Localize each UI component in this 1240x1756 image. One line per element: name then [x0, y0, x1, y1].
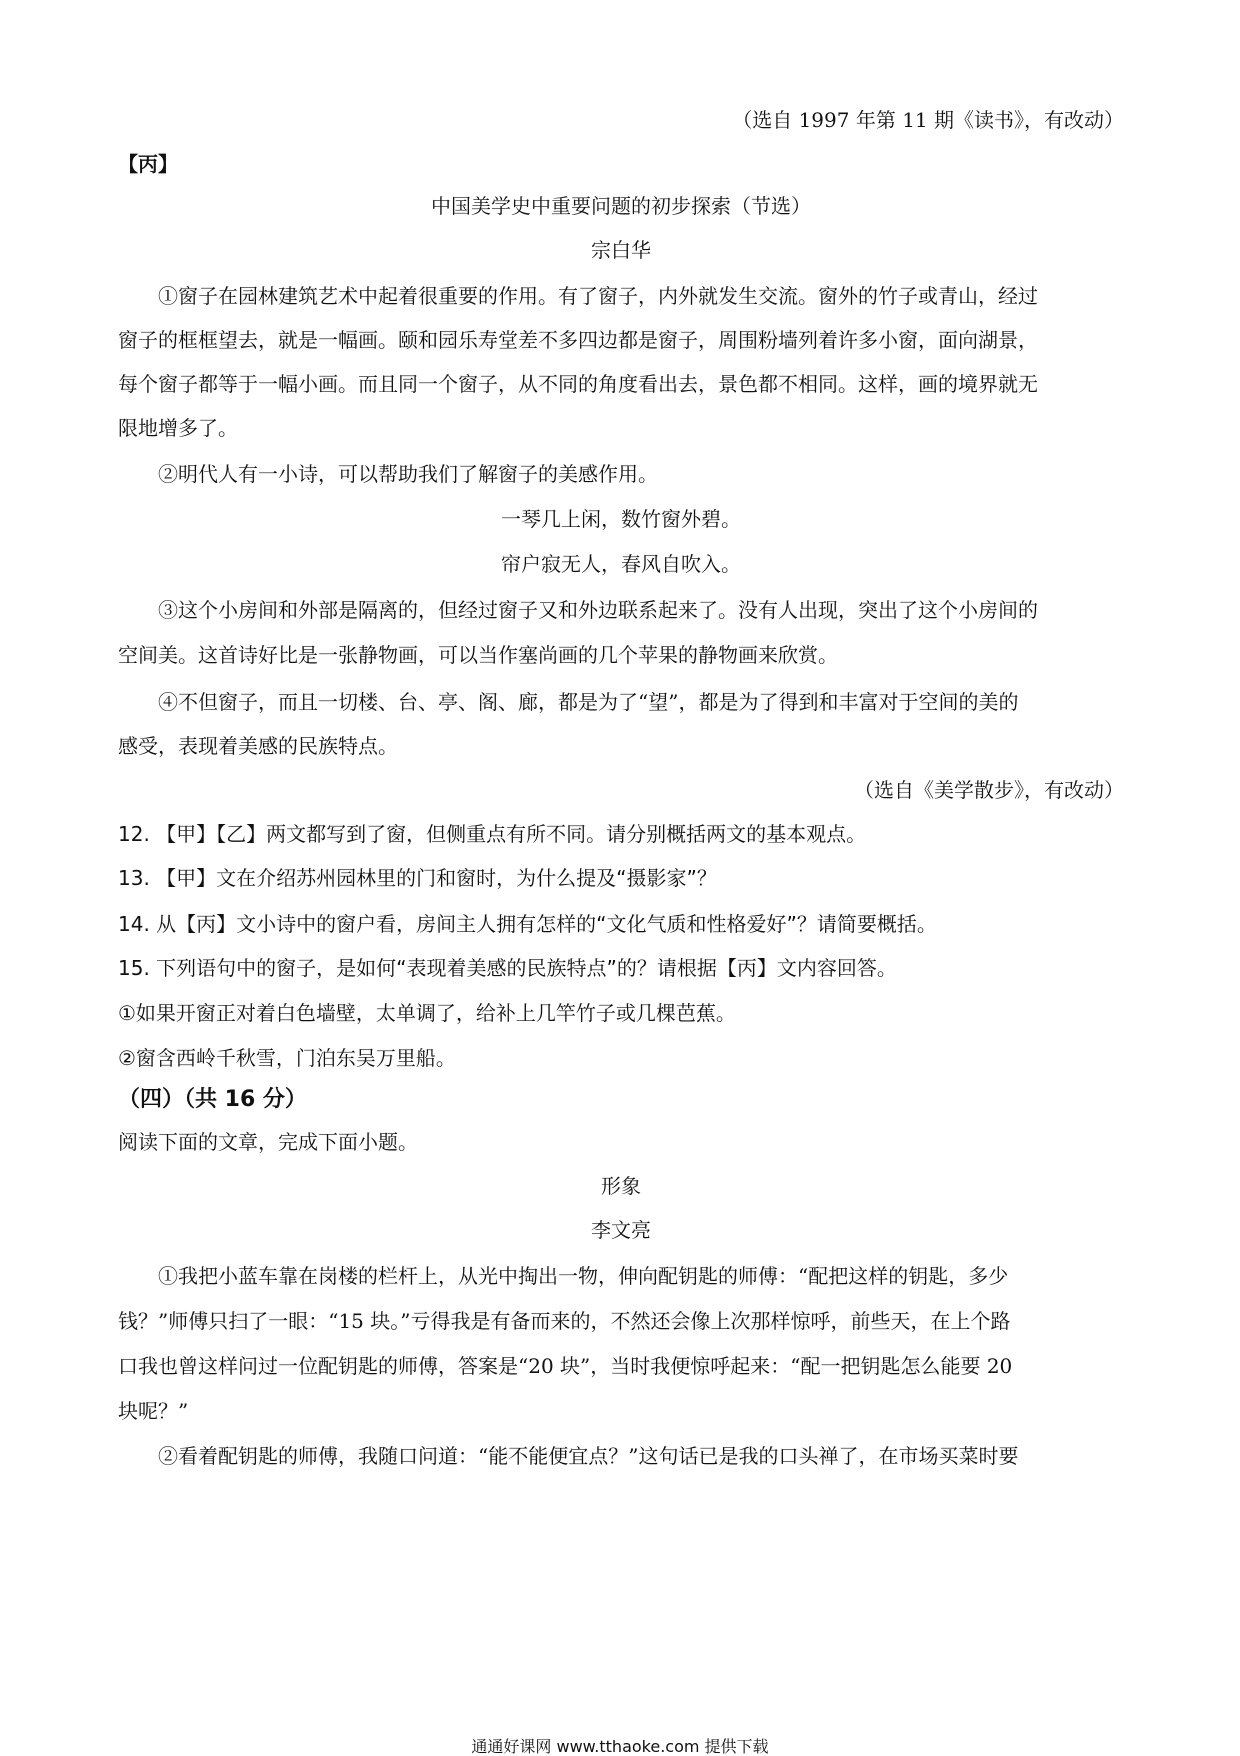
poem-line: 一琴几上闲，数竹窗外碧。	[501, 507, 741, 531]
bing-paragraph-1-line: ①窗子在园林建筑艺术中起着很重要的作用。有了窗子，内外就发生交流。窗外的竹子或青山，经过	[158, 284, 1038, 308]
section-bing-label: 【丙】	[118, 152, 178, 176]
bing-paragraph-3-line: 空间美。这首诗好比是一张静物画，可以当作塞尚画的几个苹果的静物画来欣赏。	[118, 643, 838, 667]
section-4-paragraph-1-line: 口我也曾这样问过一位配钥匙的师傅，答案是“20 块”，当时我便惊呼起来：“配一把钥匙怎么能要 20	[118, 1354, 1013, 1378]
bing-paragraph-4-line: 感受，表现着美感的民族特点。	[118, 734, 398, 758]
question-15-item-2: ②窗含西岭千秋雪，门泊东吴万里船。	[118, 1046, 456, 1070]
question-14: 14. 从【丙】文小诗中的窗户看，房间主人拥有怎样的“文化气质和性格爱好”？请简要概括。	[118, 912, 937, 936]
bing-paragraph-1-line: 每个窗子都等于一幅小画。而且同一个窗子，从不同的角度看出去，景色都不相同。这样，画的境界就无	[118, 372, 1038, 396]
section-4-paragraph-1-line: ①我把小蓝车靠在岗楼的栏杆上，从光中掏出一物，伸向配钥匙的师傅：“配把这样的钥匙，多少	[158, 1264, 1009, 1288]
bing-paragraph-1-line: 窗子的框框望去，就是一幅画。颐和园乐寿堂差不多四边都是窗子，周围粉墙列着许多小窗，面向湖景，	[118, 328, 1038, 352]
section-4-instruction: 阅读下面的文章，完成下面小题。	[118, 1130, 418, 1154]
section-4-paragraph-1-line: 钱？”师傅只扫了一眼：“15 块。”亏得我是有备而来的，不然还会像上次那样惊呼，前些天，在上个路	[118, 1309, 1011, 1333]
bing-paragraph-4-line: ④不但窗子，而且一切楼、台、亭、阁、廊，都是为了“望”，都是为了得到和丰富对于空间的美的	[158, 690, 1019, 714]
source-citation-bing: （选自《美学散步》，有改动）	[854, 778, 1124, 802]
bing-paragraph-2: ②明代人有一小诗，可以帮助我们了解窗子的美感作用。	[158, 462, 658, 486]
bing-article-title: 中国美学史中重要问题的初步探索（节选）	[431, 194, 811, 218]
section-4-paragraph-1-line: 块呢？”	[118, 1399, 189, 1423]
bing-paragraph-1-line: 限地增多了。	[118, 416, 238, 440]
section-4-heading: （四）（共 16 分）	[118, 1087, 307, 1112]
section-4-paragraph-2-line: ②看着配钥匙的师傅，我随口问道：“能不能便宜点？”这句话已是我的口头禅了，在市场买菜时要	[158, 1444, 1019, 1468]
bing-paragraph-3-line: ③这个小房间和外部是隔离的，但经过窗子又和外边联系起来了。没有人出现，突出了这个小房间的	[158, 598, 1038, 622]
page-footer: 通通好课网 www.tthaoke.com 提供下载	[471, 1737, 769, 1756]
question-15-item-1: ①如果开窗正对着白色墙壁，太单调了，给补上几竿竹子或几棵芭蕉。	[118, 1001, 736, 1025]
question-15: 15. 下列语句中的窗子，是如何“表现着美感的民族特点”的？请根据【丙】文内容回答。	[118, 956, 897, 980]
bing-article-author: 宗白华	[591, 238, 651, 262]
section-4-article-author: 李文亮	[591, 1218, 651, 1242]
question-13: 13. 【甲】文在介绍苏州园林里的门和窗时，为什么提及“摄影家”？	[118, 866, 717, 890]
question-12: 12. 【甲】【乙】两文都写到了窗，但侧重点有所不同。请分别概括两文的基本观点。	[118, 822, 867, 846]
source-citation-jia-yi: （选自 1997 年第 11 期《读书》，有改动）	[732, 108, 1124, 132]
section-4-article-title: 形象	[601, 1174, 641, 1198]
poem-line: 帘户寂无人，春风自吹入。	[501, 552, 741, 576]
